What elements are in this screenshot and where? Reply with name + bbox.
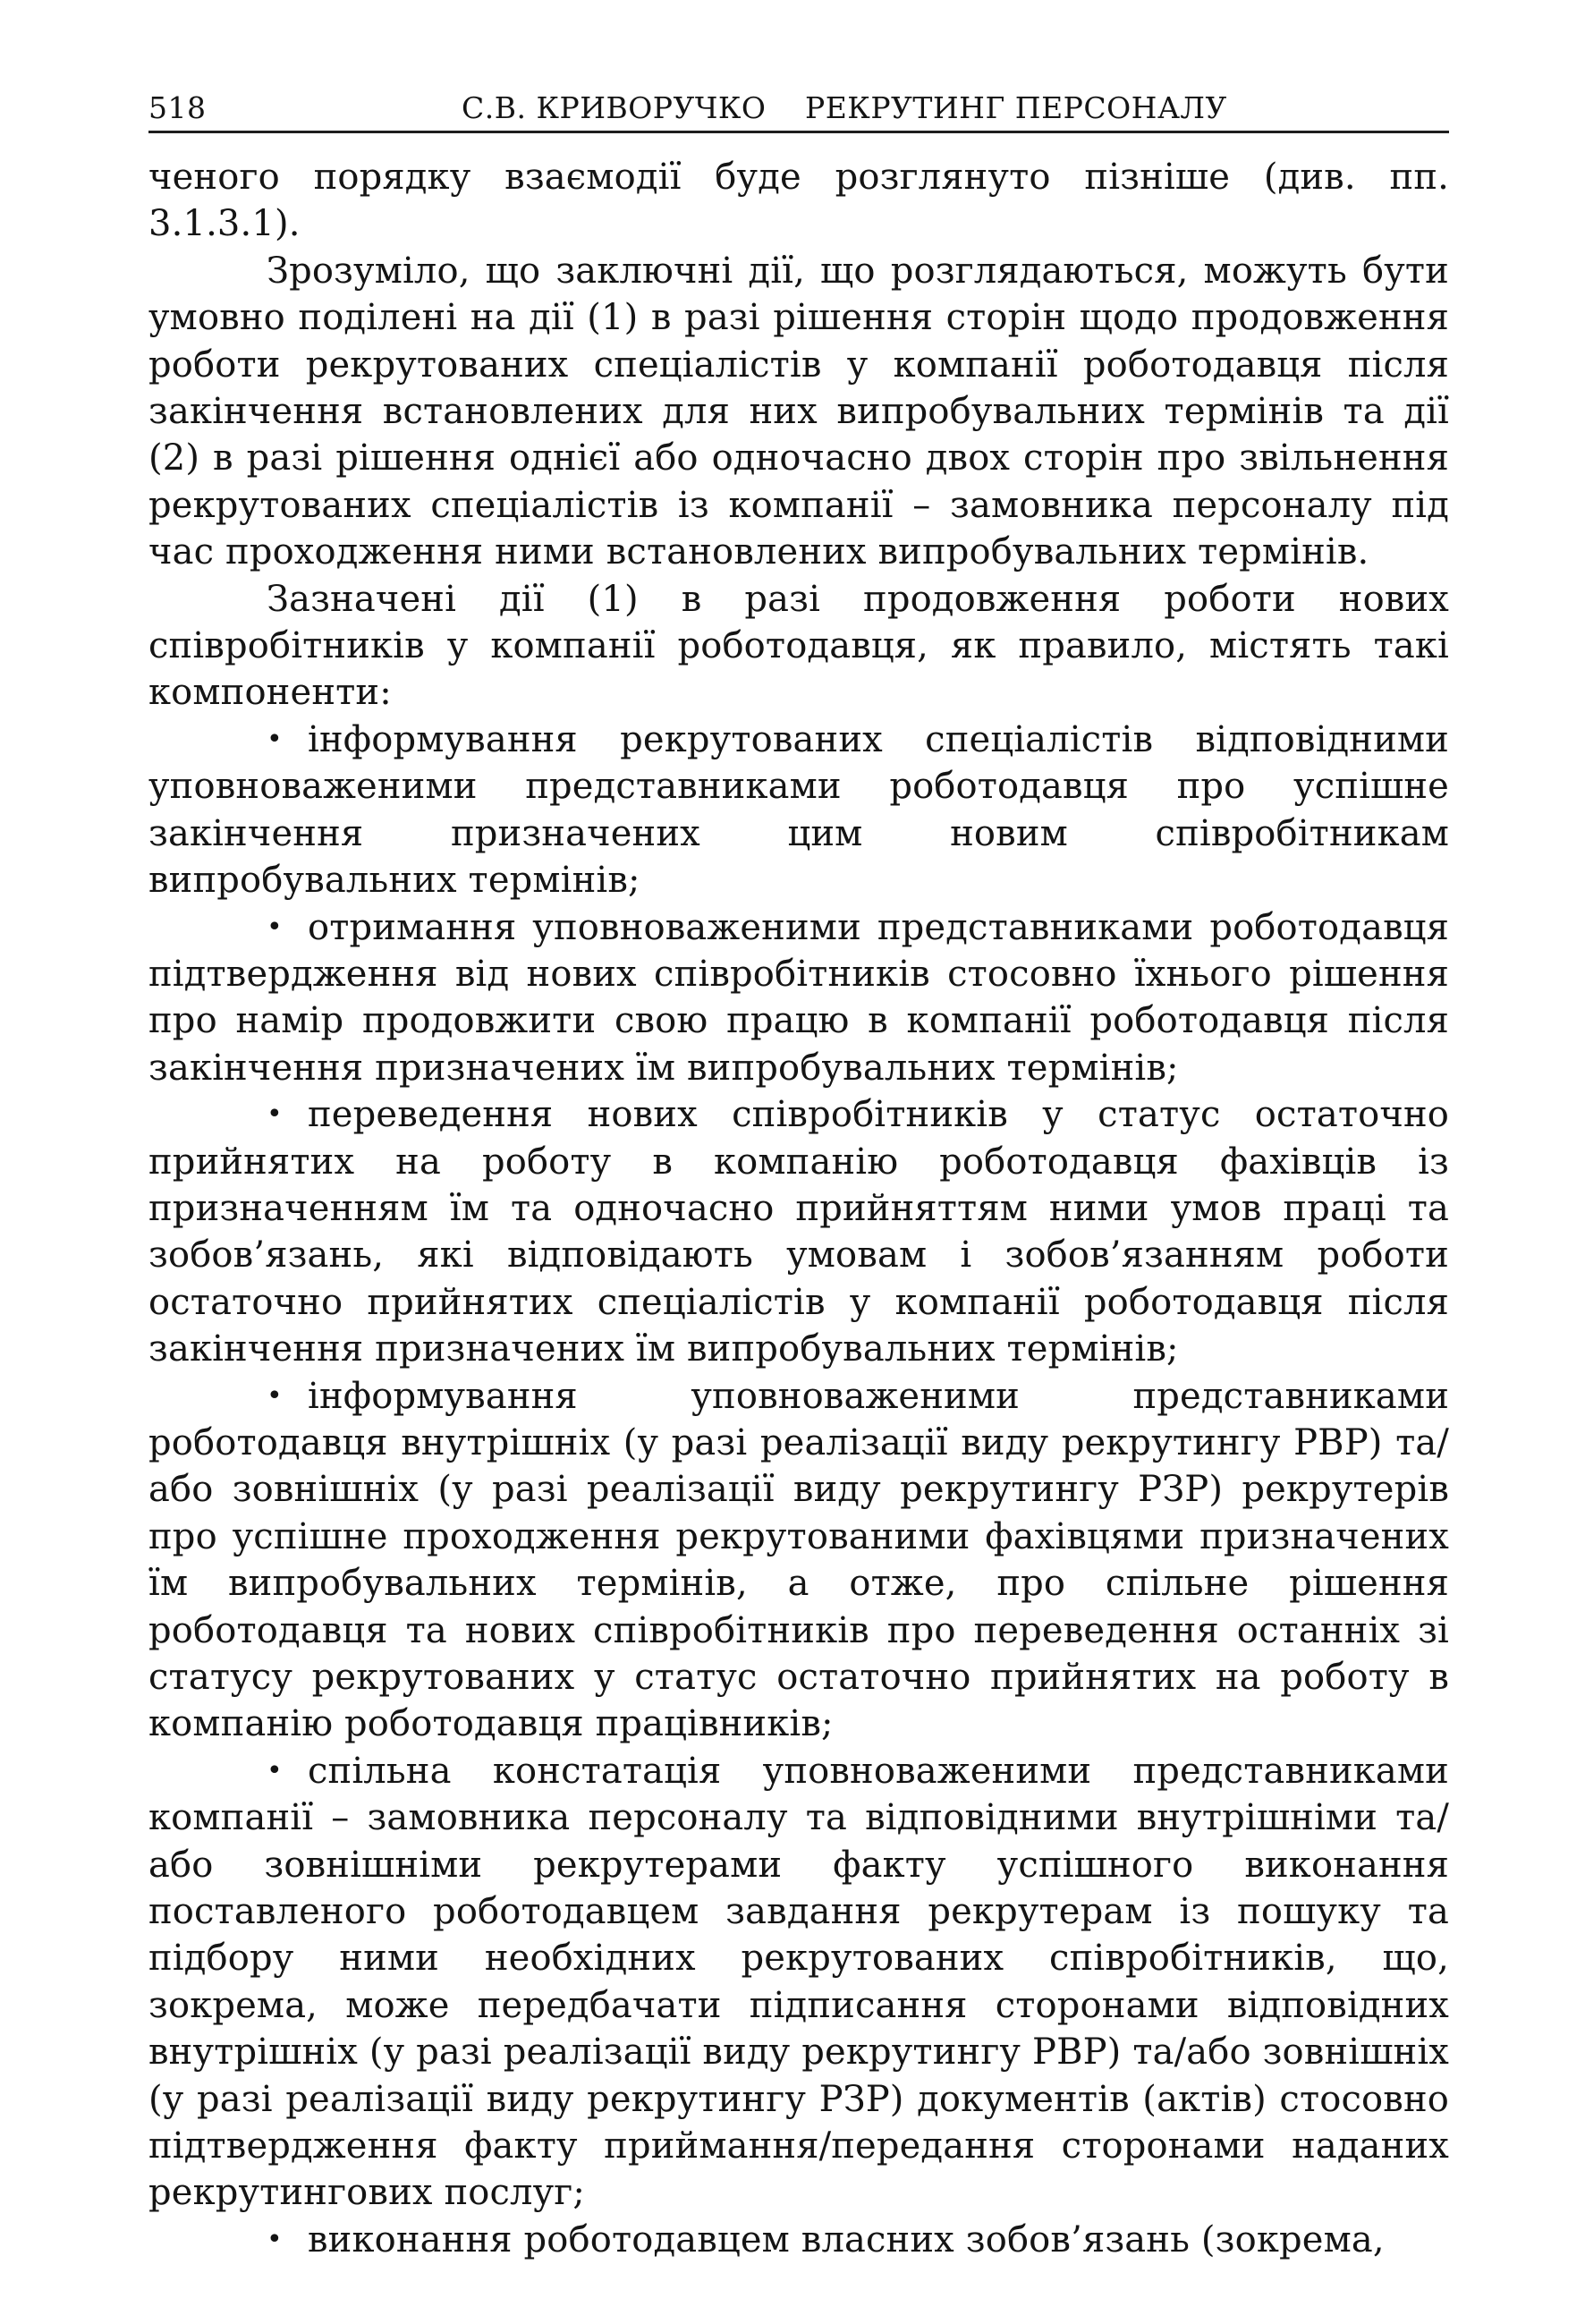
bullet-list-item <box>148 717 1449 904</box>
bullet-list-item <box>148 1091 1449 1372</box>
bullet-icon: • <box>267 723 283 755</box>
paragraph-text: спільна констатація уповноваженими представниками компанії – замовника персоналу та відповідними внутрішніми та/або зовнішніми рекрутерами факту успішного виконання поставленого роботодавцем завдання рекрутерам із пошуку та підбору ними необхідних рекрутованих співробітників, що, зокрема, може передбачати підписання сторонами відповідних внутрішніх (у разі реалізації виду рекрутингу РВР) та/або зовнішніх (у разі реалізації виду рекрутингу РЗР) документів (актів) стосовно підтвердження факту приймання/передання сторонами наданих рекрутингових послуг; <box>148 1750 1449 2214</box>
paragraph-text: Зазначені дії (1) в разі продовження роботи нових співробітників у компанії роботодавця, як правило, містять такі компоненти: <box>148 578 1449 714</box>
page-number: 518 <box>148 90 207 125</box>
paragraph-text: інформування рекрутованих спеціалістів відповідними уповноваженими представниками роботодавця про успішне закінчення призначених цим новим співробітникам випробувальних термінів; <box>148 718 1449 902</box>
bullet-icon: • <box>267 1754 283 1786</box>
running-header <box>148 86 1449 131</box>
bullet-list-item <box>148 1748 1449 2217</box>
paragraph <box>148 248 1449 576</box>
paragraph-text: ченого порядку взаємодії буде розглянуто пізніше (див. пп. 3.1.3.1). <box>148 157 1449 245</box>
body-text <box>148 154 1449 2263</box>
header-author: С.В. КРИВОРУЧКО <box>462 90 767 125</box>
header-rule <box>148 131 1449 133</box>
bullet-icon: • <box>267 1379 283 1412</box>
bullet-icon: • <box>267 2223 283 2255</box>
header-book-title: РЕКРУТИНГ ПЕРСОНАЛУ <box>805 90 1227 125</box>
paragraph-text: переведення нових співробітників у статус остаточно прийнятих на роботу в компанію роботодавця фахівців із призначенням їм та одночасно прийняттям ними умов праці та зобов’язань, які відповідають умовам і зобов’язанням роботи остаточно прийнятих спеціалістів у компанії роботодавця після закінчення призначених їм випробувальних термінів; <box>148 1094 1449 1370</box>
paragraph <box>148 576 1449 717</box>
paragraph-text: інформування уповноваженими представниками роботодавця внутрішніх (у разі реалізації виду рекрутингу РВР) та/або зовнішніх (у разі реалізації виду рекрутингу РЗР) рекрутерів про успішне проходження рекрутованими фахівцями призначених їм випробувальних термінів, а отже, про спільне рішення роботодавця та нових співробітників про переведення останніх зі статусу рекрутованих у статус остаточно прийнятих на роботу в компанію роботодавця працівників; <box>148 1375 1449 1745</box>
paragraph-text: отримання уповноваженими представниками роботодавця підтвердження від нових співробітників стосовно їхнього рішення про намір продовжити свою працю в компанії роботодавця після закінчення призначених їм випробувальних термінів; <box>148 906 1449 1089</box>
paragraph-continuation <box>148 154 1449 248</box>
bullet-list-item <box>148 1373 1449 1748</box>
bullet-icon: • <box>267 911 283 943</box>
bullet-list-item <box>148 904 1449 1092</box>
bullet-icon: • <box>267 1098 283 1131</box>
paragraph-text: виконання роботодавцем власних зобов’язань (зокрема, <box>308 2218 1385 2260</box>
bullet-list-item <box>148 2217 1449 2263</box>
paragraph-text: Зрозуміло, що заключні дії, що розглядаються, можуть бути умовно поділені на дії (1) в разі рішення сторін щодо продовження роботи рекрутованих спеціалістів у компанії роботодавця після закінчення встановлених для них випробувальних термінів та дії (2) в разі рішення однієї або одночасно двох сторін про звільнення рекрутованих спеціалістів із компанії – замовника персоналу під час проходження ними встановлених випробувальних термінів. <box>148 250 1449 573</box>
